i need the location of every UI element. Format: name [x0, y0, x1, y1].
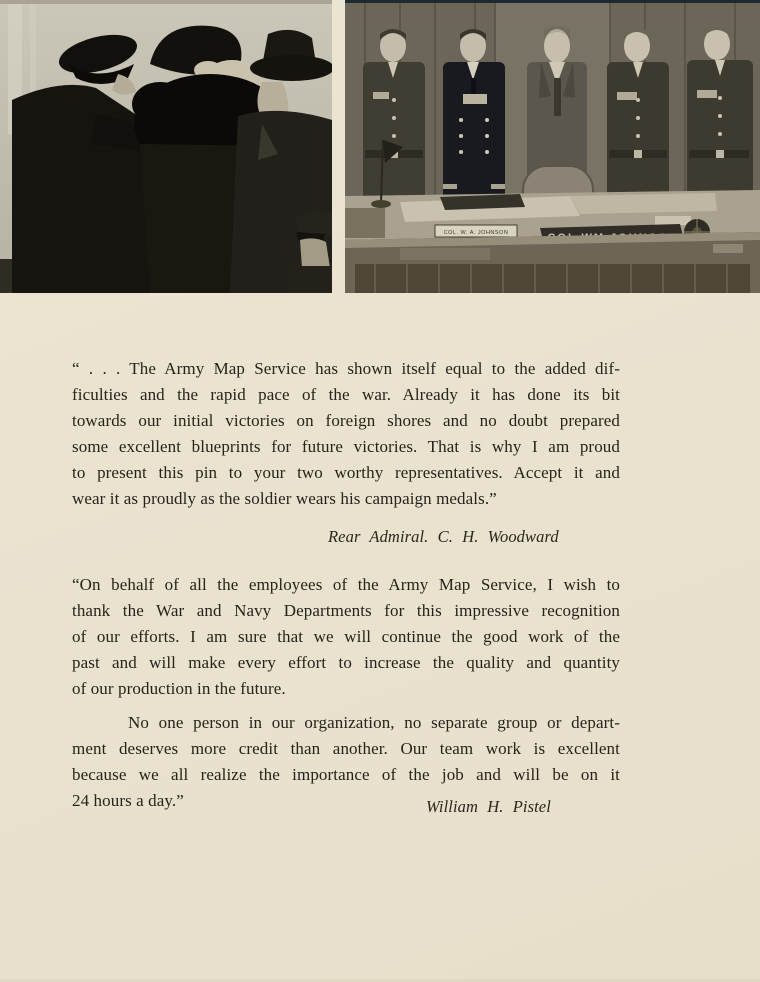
- photo-right-illustration: [345, 0, 760, 293]
- quote-line: of our production in the future.: [72, 679, 286, 698]
- quote-line: towards our initial victories on foreign shores and no doubt prepared: [72, 411, 620, 430]
- scan-edge-strip: [345, 0, 760, 3]
- quote-line: wear it as proudly as the soldier wears his campaign medals.”: [72, 489, 497, 508]
- quote-pistel-paragraph-2: [72, 710, 620, 820]
- quote-line: to present this pin to your two worthy representatives. Accept it and: [72, 463, 620, 482]
- quote-line: past and will make every effort to increase the quality and quantity: [72, 653, 620, 672]
- quote-line: of our efforts. I am sure that we will continue the good work of the: [72, 627, 620, 646]
- quote-line: ficulties and the rapid pace of the war. Already it has done its bit: [72, 385, 620, 404]
- quote-line: No one person in our organization, no separate group or depart-: [128, 713, 620, 732]
- quote-line: because we all realize the importance of the job and will be on it: [72, 765, 620, 784]
- quote-line: “ . . . The Army Map Service has shown itself equal to the added dif-: [72, 359, 620, 378]
- desk-front: [345, 232, 760, 293]
- quote-line: “On behalf of all the employees of the Army Map Service, I wish to: [72, 575, 620, 594]
- desk-nameplate-small-text: COL. W. A. JOHNSON: [443, 230, 509, 236]
- quotes-text-column: [72, 356, 620, 820]
- quote-woodward: [72, 356, 620, 550]
- quote-line: thank the War and Navy Departments for this impressive recognition: [72, 601, 620, 620]
- photo-left-illustration: [0, 4, 332, 293]
- quote-pistel-paragraph-1: [72, 572, 620, 702]
- photo-officers-behind-desk: [345, 0, 760, 293]
- photo-outdoor-pinning-ceremony: [0, 4, 332, 293]
- attribution-pistel: William H. Pistel: [426, 797, 551, 816]
- quote-line: some excellent blueprints for future victories. That is why I am proud: [72, 437, 620, 456]
- quote-line: 24 hours a day.”: [72, 791, 184, 810]
- quote-line: ment deserves more credit than another. Our team work is excellent: [72, 739, 620, 758]
- attribution-woodward: Rear Admiral. C. H. Woodward: [328, 527, 559, 546]
